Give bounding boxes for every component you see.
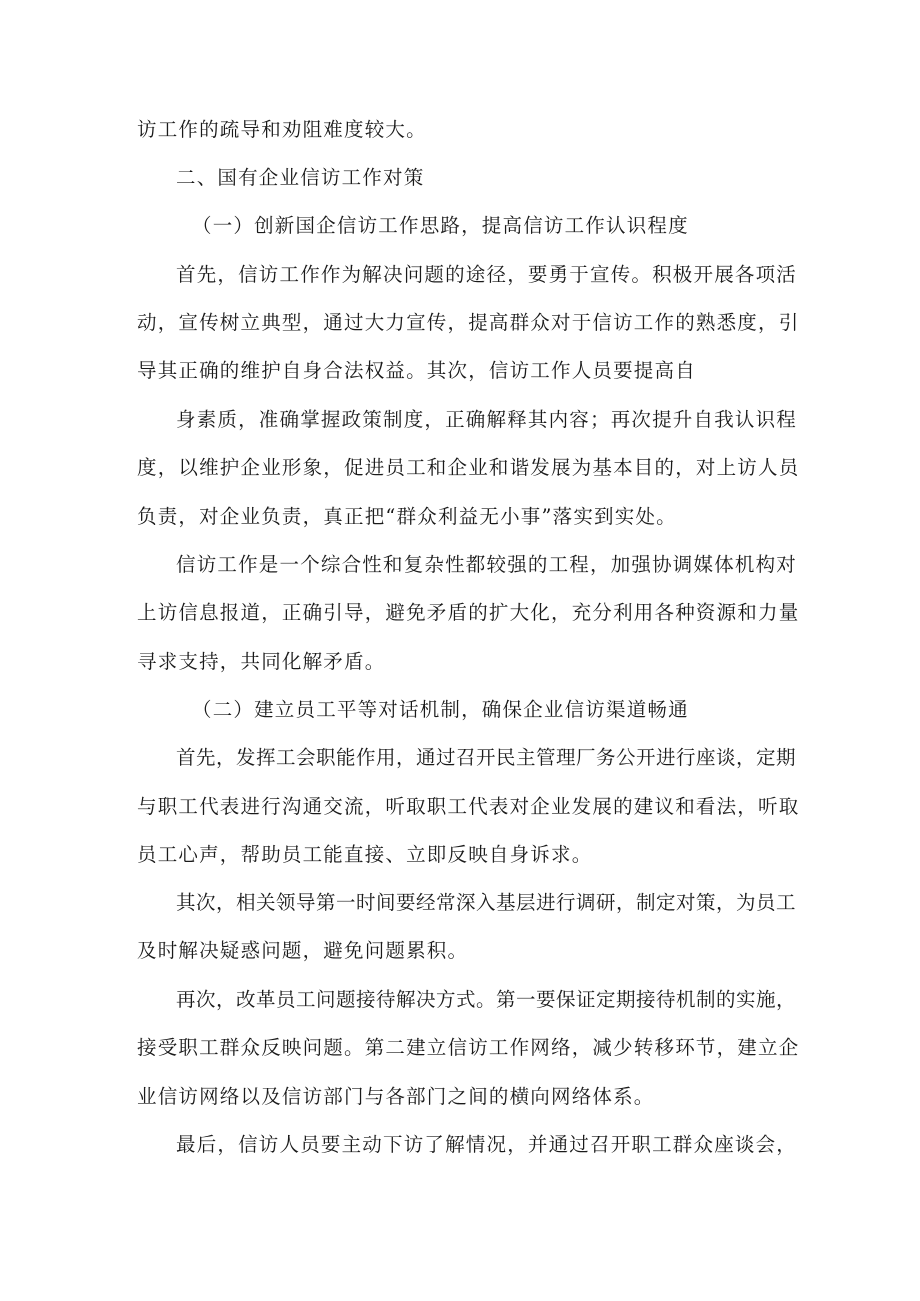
paragraph-line: 身素质，准确掌握政策制度，正确解释其内容；再次提升自我认识程 [176,408,798,431]
paragraph-line: 上访信息报道，正确引导，避免矛盾的扩大化，充分利用各种资源和力量 [137,601,800,624]
paragraph-line: 员工心声，帮助员工能直接、立即反映自身诉求。 [137,843,593,866]
subsection-heading: （二）建立员工平等对话机制，确保企业信访渠道畅通 [192,698,689,721]
paragraph-line: 再次，改革员工问题接待解决方式。第一要保证定期接待机制的实施， [176,988,797,1011]
paragraph-line: 寻求支持，共同化解矛盾。 [137,650,386,673]
paragraph-line: 及时解决疑惑问题，避免问题累积。 [137,939,469,962]
paragraph-line: 业信访网络以及信访部门与各部门之间的横向网络体系。 [137,1085,655,1108]
paragraph-line: 动，宣传树立典型，通过大力宣传，提高群众对于信访工作的熟悉度，引 [137,311,800,334]
paragraph-line: 度，以维护企业形象，促进员工和企业和谐发展为基本目的，对上访人员 [137,456,800,479]
paragraph-line: 首先，信访工作作为解决问题的途径，要勇于宣传。积极开展各项活 [176,263,798,286]
subsection-heading: （一）创新国企信访工作思路，提高信访工作认识程度 [192,214,689,237]
paragraph-line: 首先，发挥工会职能作用，通过召开民主管理厂务公开进行座谈，定期 [176,746,797,769]
paragraph-line: 负责，对企业负责，真正把“群众利益无小事”落实到实处。 [137,505,677,528]
paragraph-line: 与职工代表进行沟通交流，听取职工代表对企业发展的建议和看法，听取 [137,795,800,818]
section-heading: 二、国有企业信访工作对策 [176,166,425,189]
paragraph-line: 最后，信访人员要主动下访了解情况，并通过召开职工群众座谈会， [176,1133,798,1156]
paragraph-line: 访工作的疏导和劝阻难度较大。 [137,118,427,141]
paragraph-line: 其次，相关领导第一时间要经常深入基层进行调研，制定对策，为员工 [176,891,797,914]
paragraph-line: 接受职工群众反映问题。第二建立信访工作网络，减少转移环节，建立企 [137,1036,800,1059]
paragraph-line: 信访工作是一个综合性和复杂性都较强的工程，加强协调媒体机构对 [176,553,798,576]
paragraph-line: 导其正确的维护自身合法权益。其次，信访工作人员要提高自 [137,359,696,382]
